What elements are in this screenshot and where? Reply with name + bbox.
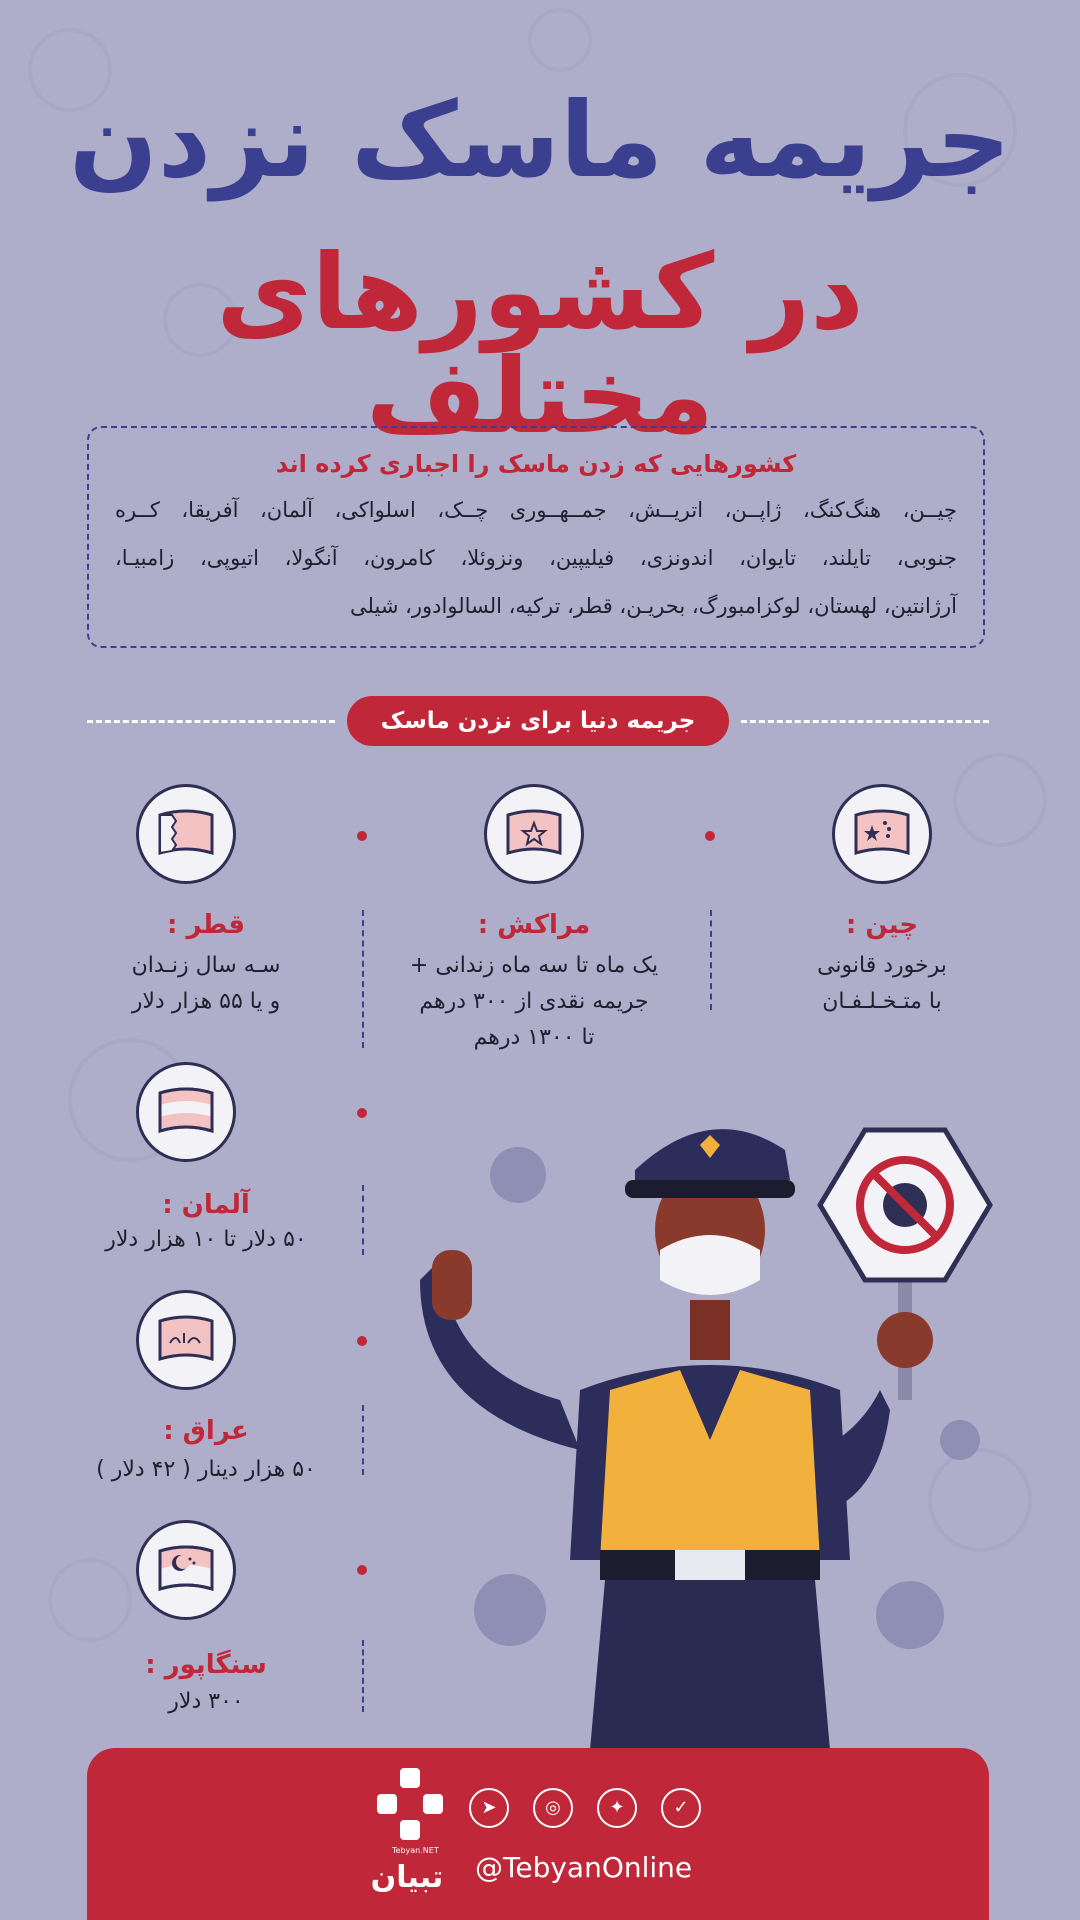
country-name-germany: آلمان : [162, 1190, 250, 1220]
country-desc-qatar: سـه سال زنـدان و یا ۵۵ هزار دلار [131, 953, 281, 1014]
column-divider [362, 1185, 364, 1255]
social-handle[interactable]: @TebyanOnline [475, 1851, 693, 1884]
column-divider [710, 910, 712, 1010]
qatar-flag-icon [136, 784, 236, 884]
police-officer-illustration [410, 1110, 1010, 1750]
logo-text: تبیان [370, 1860, 444, 1895]
country-desc-morocco: یک ماه تا سه ماه زندانی + جریمه نقدی از ۳۰۰ درهم تا ۱۳۰۰ درهم [409, 953, 659, 1050]
iraq-flag-icon [136, 1290, 236, 1390]
mandatory-line-1: چیــن، هنگ‌کنگ، ژاپــن، اتریــش، جمــهــوری چــک، اسلواکی، آلمان، آفریقا، کــره [115, 498, 957, 522]
country-desc-singapore: ۳۰۰ دلار [168, 1689, 244, 1714]
title-line-2: در کشورهای مختلف [216, 231, 864, 457]
column-divider [362, 1405, 364, 1475]
mandatory-line-2: جنوبی، تایلند، تایوان، اندونزی، فیلیپین، ونزوئلا، کامرون، آنگولا، اتیوپی، زامبیـا، [115, 546, 957, 570]
separator-line-right [741, 720, 989, 723]
country-name-china: چین : [845, 910, 919, 940]
row-dot [357, 831, 367, 841]
tebyan-logo-icon [377, 1768, 443, 1844]
china-flag-icon [832, 784, 932, 884]
separator-line-left [87, 720, 335, 723]
row-dot [357, 1108, 367, 1118]
section-pill: جریمه دنیا برای نزدن ماسک [347, 696, 729, 746]
column-divider [362, 910, 364, 1048]
row-dot [357, 1565, 367, 1575]
logo-small-text: Tebyan.NET [392, 1846, 439, 1855]
mandatory-countries-box [87, 426, 985, 648]
column-divider [362, 1640, 364, 1712]
singapore-flag-icon [136, 1520, 236, 1620]
check-badge-icon[interactable]: ✓ [661, 1788, 701, 1828]
telegram-icon[interactable]: ➤ [469, 1788, 509, 1828]
row-dot [357, 1336, 367, 1346]
country-desc-china: برخورد قانونی با متـخـلـفـان [817, 953, 947, 1014]
mandatory-line-3: آرژانتین، لهستان، لوکزامبورگ، بحریـن، قطر، ترکیه، السالوادور، شیلی [350, 594, 957, 618]
twitter-icon[interactable]: ✦ [597, 1788, 637, 1828]
title-line-1: جریمه ماسک نزدن [69, 79, 1011, 201]
country-desc-germany: ۵۰ دلار تا ۱۰ هزار دلار [105, 1227, 307, 1252]
row-dot [705, 831, 715, 841]
mandatory-heading: کشورهایی که زدن ماسک را اجباری کرده اند [275, 450, 797, 478]
footer-bar [87, 1748, 989, 1920]
germany-flag-icon [136, 1062, 236, 1162]
country-name-qatar: قطر : [167, 910, 245, 940]
morocco-flag-icon [484, 784, 584, 884]
country-name-iraq: عراق : [163, 1416, 249, 1446]
country-desc-iraq: ۵۰ هزار دینار ( ۴۲ دلار ) [96, 1457, 316, 1482]
country-name-singapore: سنگاپور : [145, 1650, 267, 1680]
country-name-morocco: مراکش : [477, 910, 591, 940]
instagram-icon[interactable]: ◎ [533, 1788, 573, 1828]
